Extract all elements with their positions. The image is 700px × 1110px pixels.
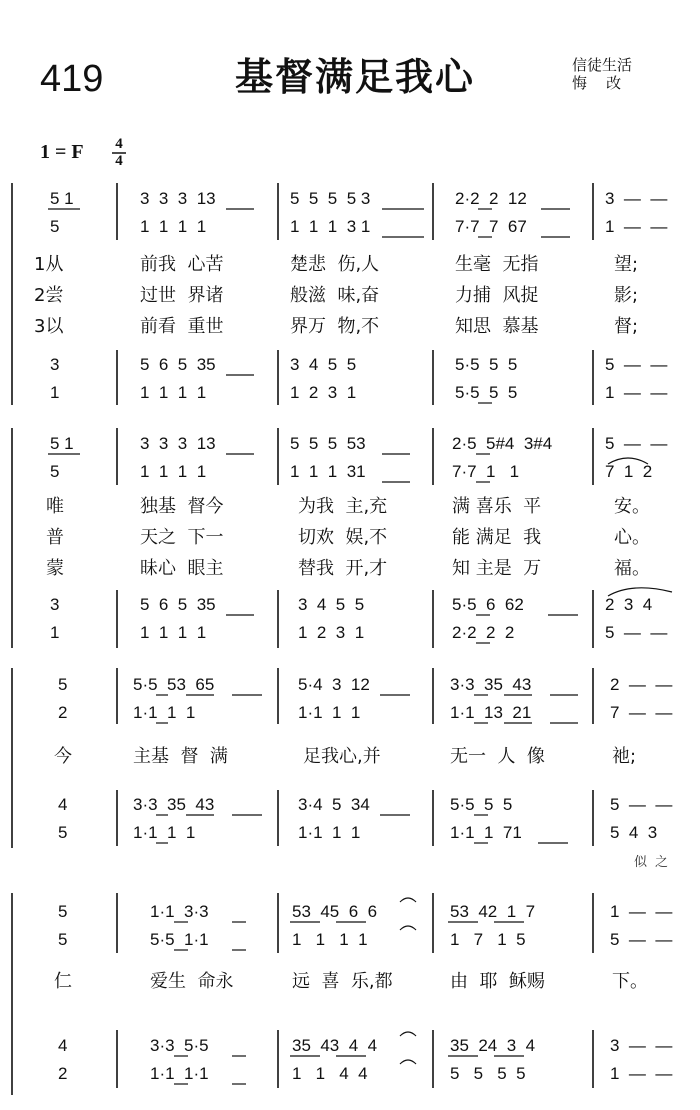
soprano-measure: 5 5 5 53 (290, 434, 366, 453)
lyric-syllable: 蒙 (46, 558, 64, 579)
alto-measure: 7 — — (610, 703, 673, 722)
tempo-marking: 似之 (634, 855, 677, 870)
lyric-syllable: 主基 督 满 (133, 746, 228, 767)
credit-line-1: 信徒生活 (572, 56, 633, 74)
bass-measure: 1·1 1 1 (298, 823, 361, 842)
lyric-syllable: 仁 (54, 971, 72, 992)
hymn-number: 419 (40, 58, 104, 100)
soprano-measure: 3·3 35 43 (450, 675, 532, 694)
tenor-measure: 3 (50, 595, 60, 614)
credit-line-2: 悔 改 (572, 74, 622, 92)
soprano-measure: 5 1 (50, 189, 74, 208)
lyric-syllable: 天之 下一 (140, 527, 224, 548)
bass-measure: 5 — — (605, 623, 668, 642)
alto-measure: 1·1 13 21 (450, 703, 532, 722)
lyric-syllable: 2尝 (34, 285, 64, 306)
alto-measure: 1 1 1 1 (140, 462, 207, 481)
alto-measure: 1 7 1 5 (450, 930, 526, 949)
bass-measure: 1 (50, 383, 60, 402)
lyric-syllable: 切欢 娱,不 (298, 527, 388, 548)
alto-measure: 1 — — (605, 217, 668, 236)
lyric-syllable: 无一 人 像 (450, 746, 545, 767)
tenor-measure: 3 (50, 355, 60, 374)
bass-measure: 1·1 1 71 (450, 823, 522, 842)
lyric-syllable: 般滋 味,奋 (290, 285, 380, 306)
lyric-syllable: 前我 心苦 (140, 254, 224, 275)
lyric-syllable: 唯 (46, 496, 64, 517)
tenor-measure: 5 6 5 35 (140, 595, 216, 614)
alto-measure: 1 1 1 3 1 (290, 217, 371, 236)
lyric-syllable: 满 喜乐 平 (452, 496, 542, 517)
tenor-measure: 5·5 5 5 (450, 795, 513, 814)
bass-measure: 1 2 3 1 (298, 623, 365, 642)
bass-measure: 5 4 3 (610, 823, 658, 842)
bass-measure: 1 — — (605, 383, 668, 402)
soprano-measure: 5 (58, 675, 68, 694)
tenor-measure: 3·3 5·5 (150, 1036, 209, 1055)
tenor-measure: 5·5 5 5 (455, 355, 518, 374)
soprano-measure: 3 — — (605, 189, 668, 208)
lyric-syllable: 前看 重世 (140, 316, 224, 337)
alto-measure: 7·7 7 67 (455, 217, 527, 236)
alto-measure: 2 (58, 703, 68, 722)
lyric-syllable: 为我 主,充 (298, 496, 388, 517)
tenor-measure: 5·5 6 62 (452, 595, 524, 614)
tenor-measure: 4 (58, 795, 68, 814)
bass-measure: 1 (50, 623, 60, 642)
lyric-syllable: 下。 (612, 971, 648, 992)
lyric-syllable: 心。 (614, 527, 650, 548)
alto-measure: 1·1 1 1 (298, 703, 361, 722)
lyric-syllable: 知 主是 万 (452, 558, 542, 579)
tenor-measure: 4 (58, 1036, 68, 1055)
bass-measure: 1·1 1·1 (150, 1064, 209, 1083)
tenor-measure: 5 — — (610, 795, 673, 814)
tenor-measure: 3·4 5 34 (298, 795, 370, 814)
tenor-measure: 2 3 4 (605, 595, 653, 614)
lyric-syllable: 今 (54, 746, 72, 767)
lyric-syllable: 福。 (614, 558, 650, 579)
soprano-measure: 5 — — (605, 434, 668, 453)
soprano-measure: 2·2 2 12 (455, 189, 527, 208)
alto-measure: 7·7 1 1 (452, 462, 520, 481)
time-signature-bottom: 4 (115, 153, 123, 169)
bass-measure: 1·1 1 1 (133, 823, 196, 842)
lyric-syllable: 影; (614, 285, 639, 306)
bass-measure: 1 1 1 1 (140, 383, 207, 402)
time-signature-top: 4 (115, 136, 123, 152)
alto-measure: 5 (50, 462, 60, 481)
alto-measure: 5 — — (610, 930, 673, 949)
bass-measure: 1 2 3 1 (290, 383, 357, 402)
soprano-measure: 53 42 1 7 (450, 902, 536, 921)
lyric-syllable: 督; (614, 316, 639, 337)
soprano-measure: 1·1 3·3 (150, 902, 209, 921)
lyric-syllable: 过世 界诸 (140, 285, 224, 306)
soprano-measure: 5 (58, 902, 68, 921)
soprano-measure: 53 45 6 6 (292, 902, 378, 921)
alto-measure: 5·5 1·1 (150, 930, 209, 949)
tenor-measure: 35 24 3 4 (450, 1036, 536, 1055)
bass-measure: 5 (58, 823, 68, 842)
tenor-measure: 3 — — (610, 1036, 673, 1055)
soprano-measure: 2·5 5#4 3#4 (452, 434, 553, 453)
tenor-measure: 5 — — (605, 355, 668, 374)
soprano-measure: 5·5 53 65 (133, 675, 215, 694)
key-signature: 1 = F (40, 141, 84, 163)
lyric-syllable: 能 满足 我 (452, 527, 542, 548)
soprano-measure: 2 — — (610, 675, 673, 694)
lyric-syllable: 普 (46, 527, 64, 548)
lyric-syllable: 望; (614, 254, 639, 275)
soprano-measure: 1 — — (610, 902, 673, 921)
bass-measure: 5·5 5 5 (455, 383, 518, 402)
lyric-syllable: 足我心,并 (303, 746, 381, 767)
lyric-syllable: 力捕 风捉 (455, 285, 539, 306)
soprano-measure: 5 1 (50, 434, 74, 453)
soprano-measure: 5 5 5 5 3 (290, 189, 371, 208)
bass-measure: 2·2 2 2 (452, 623, 515, 642)
lyric-syllable: 生毫 无指 (455, 254, 539, 275)
lyric-syllable: 安。 (614, 496, 650, 517)
hymn-title: 基督满足我心 (235, 55, 476, 99)
soprano-measure: 3 3 3 13 (140, 189, 216, 208)
tenor-measure: 5 6 5 35 (140, 355, 216, 374)
alto-measure: 1·1 1 1 (133, 703, 196, 722)
lyric-syllable: 楚悲 伤,人 (290, 254, 380, 275)
alto-measure: 1 1 1 31 (290, 462, 366, 481)
soprano-measure: 3 3 3 13 (140, 434, 216, 453)
tenor-measure: 3·3 35 43 (133, 795, 215, 814)
lyric-syllable: 1从 (34, 254, 64, 275)
alto-measure: 5 (58, 930, 68, 949)
lyric-syllable: 由 耶 稣赐 (450, 971, 545, 992)
tenor-measure: 3 4 5 5 (298, 595, 365, 614)
lyric-syllable: 昧心 眼主 (140, 558, 224, 579)
soprano-measure: 5·4 3 12 (298, 675, 370, 694)
bass-measure: 1 1 4 4 (292, 1064, 368, 1083)
lyric-syllable: 祂; (612, 746, 637, 767)
bass-measure: 2 (58, 1064, 68, 1083)
tenor-measure: 3 4 5 5 (290, 355, 357, 374)
lyric-syllable: 爱生 命永 (150, 971, 234, 992)
lyric-syllable: 知思 慕基 (455, 316, 539, 337)
lyric-syllable: 3以 (34, 316, 64, 337)
bass-measure: 1 — — (610, 1064, 673, 1083)
lyric-syllable: 远 喜 乐,都 (292, 971, 393, 992)
alto-measure: 7 1 2 (605, 462, 653, 481)
alto-measure: 5 (50, 217, 60, 236)
alto-measure: 1 1 1 1 (140, 217, 207, 236)
lyric-syllable: 独基 督今 (140, 496, 224, 517)
tenor-measure: 35 43 4 4 (292, 1036, 378, 1055)
lyric-syllable: 界万 物,不 (290, 316, 380, 337)
bass-measure: 1 1 1 1 (140, 623, 207, 642)
bass-measure: 5 5 5 5 (450, 1064, 526, 1083)
alto-measure: 1 1 1 1 (292, 930, 368, 949)
lyric-syllable: 替我 开,才 (298, 558, 388, 579)
